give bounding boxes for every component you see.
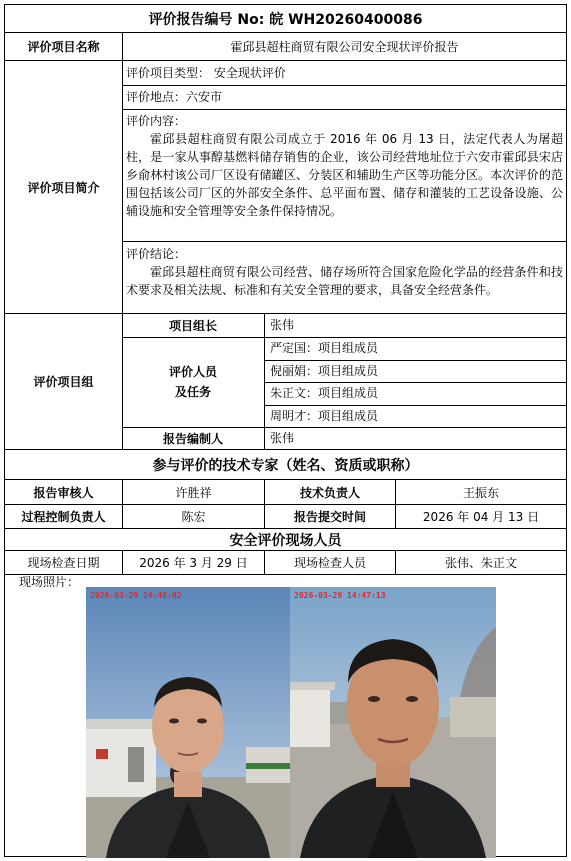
report-sheet: [4, 4, 567, 857]
project-type: 评价项目类型： 安全现状评价: [126, 66, 286, 80]
tech-name: 王振东: [395, 480, 566, 504]
project-location: 评价地点：六安市: [126, 90, 223, 104]
experts-heading-row: [5, 450, 566, 480]
project-name-row: [5, 33, 566, 61]
photo-2-timestamp: 2026-03-29 14:47:13: [294, 591, 386, 600]
site-staff-label: 现场检查人员: [264, 551, 395, 574]
report-number: 评价报告编号 No: 皖 WH20260400086: [148, 11, 423, 28]
project-name-label: 评价项目名称: [27, 40, 100, 54]
process-label: 过程控制负责人: [21, 510, 106, 524]
submit-date: 2026 年 04 月 13 日: [395, 505, 566, 528]
reviewer-name: 许胜祥: [122, 480, 264, 504]
editor-name: 张伟: [270, 431, 295, 445]
leader-label: 项目组长: [168, 319, 217, 333]
intro-section: [5, 61, 566, 314]
leader-name: 张伟: [270, 318, 295, 332]
site-heading: 安全评价现场人员: [229, 532, 342, 549]
site-photo-2: [290, 587, 496, 858]
team-section: [5, 314, 566, 450]
editor-label: 报告编制人: [162, 431, 223, 446]
site-row: [5, 551, 566, 575]
members-label-line2: 及任务: [174, 385, 211, 399]
photo-1-timestamp: 2026-03-29 14:48:02: [90, 591, 182, 600]
experts-row-2: [5, 505, 566, 529]
report-number-row: [5, 5, 566, 33]
member-1: 严定国：项目组成员: [270, 341, 379, 355]
reviewer-label: 报告审核人: [33, 485, 94, 500]
site-photo-1-image: [86, 587, 290, 858]
site-date-label: 现场检查日期: [27, 556, 100, 570]
site-heading-row: [5, 529, 566, 551]
team-label: 评价项目组: [33, 375, 94, 389]
experts-row-1: [5, 480, 566, 505]
site-photo-1: [86, 587, 290, 858]
site-staff: 张伟、朱正文: [395, 551, 566, 574]
content-label: 评价内容：: [126, 114, 187, 128]
tech-label: 技术负责人: [264, 480, 395, 504]
process-name: 陈宏: [122, 505, 264, 528]
member-4: 周明才：项目组成员: [270, 409, 379, 423]
site-photo-2-image: [290, 587, 496, 858]
photos-label: 现场照片：: [19, 575, 80, 589]
member-2: 倪丽娟：项目组成员: [270, 364, 379, 378]
content-text: 霍邱县超柱商贸有限公司成立于 2016 年 06 月 13 日，法定代表人为屠超柱，是一家从事醇基燃料储存销售的企业，该公司经营地址位于六安市霍邱县宋店乡俞林村该公司厂区设有储罐区、分装区和辅助生产区等功能分区。本次评价的范围包括该公司厂区的外部安全条件、总平面布置、储存和灌装的工艺设备设施、公辅设施和安全管理等安全条件保持情况。: [126, 132, 563, 218]
site-date: 2026 年 3 月 29 日: [122, 551, 264, 574]
submit-label: 报告提交时间: [264, 505, 395, 528]
members-label-line1: 评价人员: [168, 365, 217, 379]
members-label: [122, 337, 264, 427]
project-name-value: 霍邱县超柱商贸有限公司安全现状评价报告: [122, 33, 566, 60]
experts-heading: 参与评价的技术专家（姓名、资质或职称）: [152, 457, 419, 474]
conclusion-text: 霍邱县超柱商贸有限公司经营、储存场所符合国家危险化学品的经营条件和技术要求及相关法规、标准和有关安全管理的要求，具备安全经营条件。: [126, 265, 563, 297]
intro-label: 评价项目简介: [27, 180, 100, 195]
member-3: 朱正文：项目组成员: [270, 386, 379, 400]
conclusion-label: 评价结论：: [126, 247, 187, 261]
